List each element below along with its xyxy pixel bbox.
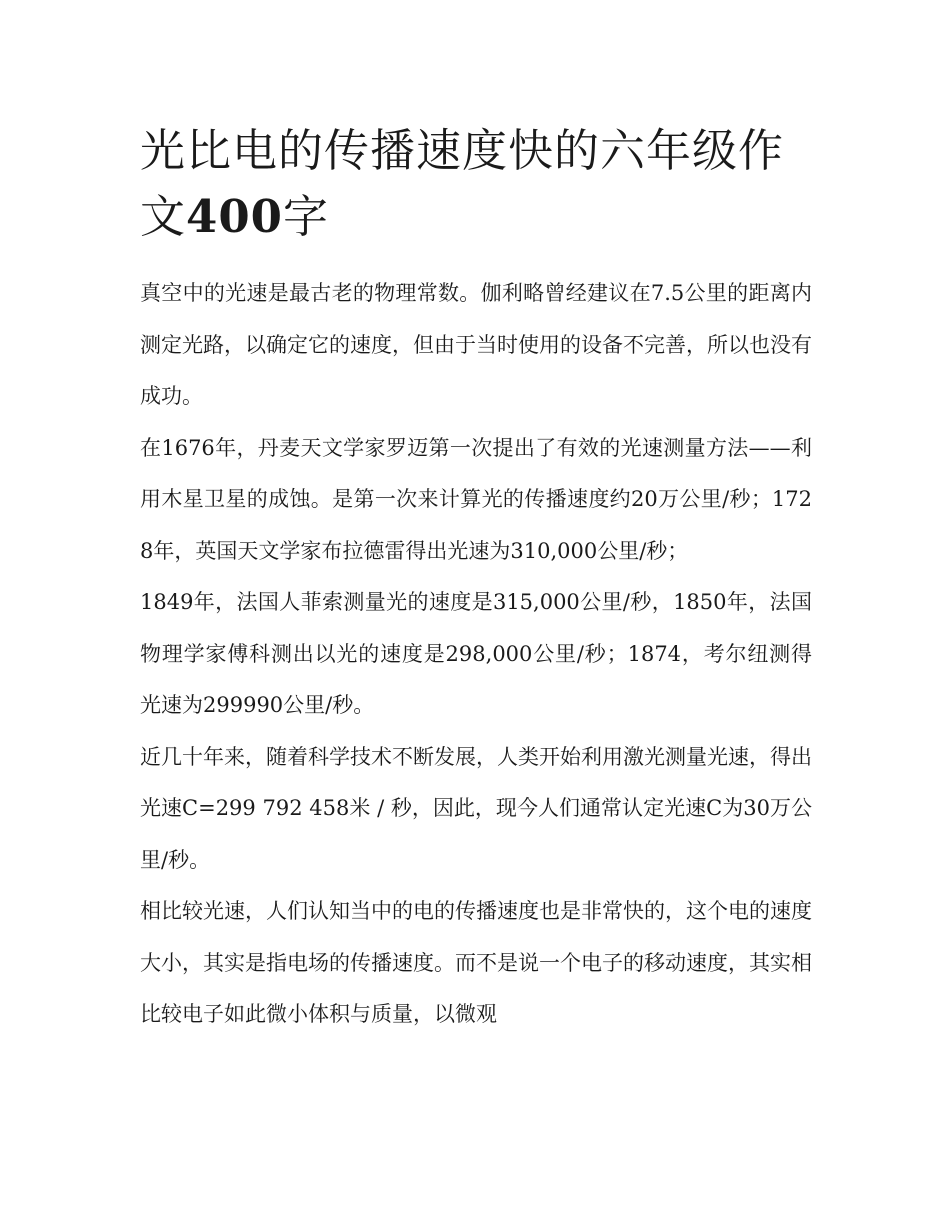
title-suffix: 字 [282,190,329,243]
paragraph: 近几十年来，随着科学技术不断发展，人类开始利用激光测量光速，得出光速C=299 792 458米 / 秒，因此，现今人们通常认定光速C为30万公里/秒。 [140,744,812,872]
title-number: 400 [186,190,283,243]
document-body [140,268,812,1041]
document-title [140,118,812,250]
document-page [140,118,812,1041]
paragraph: 在1676年，丹麦天文学家罗迈第一次提出了有效的光速测量方法——利用木星卫星的成蚀。是第一次来计算光的传播速度约20万公里/秒；1728年，英国天文学家布拉德雷得出光速为310,000公里/秒； [140,435,812,563]
paragraph: 真空中的光速是最古老的物理常数。伽利略曾经建议在7.5公里的距离内测定光路，以确定它的速度，但由于当时使用的设备不完善，所以也没有成功。 [140,281,812,408]
title-text: 光比电的传播速度快的六年级作文 [140,124,785,243]
paragraph: 1849年，法国人菲索测量光的速度是315,000公里/秒，1850年，法国物理学家傅科测出以光的速度是298,000公里/秒；1874，考尔纽测得光速为299990公里/秒。 [140,590,812,717]
paragraph: 相比较光速，人们认知当中的电的传播速度也是非常快的，这个电的速度大小，其实是指电场的传播速度。而不是说一个电子的移动速度，其实相比较电子如此微小体积与质量，以微观 [140,899,812,1026]
